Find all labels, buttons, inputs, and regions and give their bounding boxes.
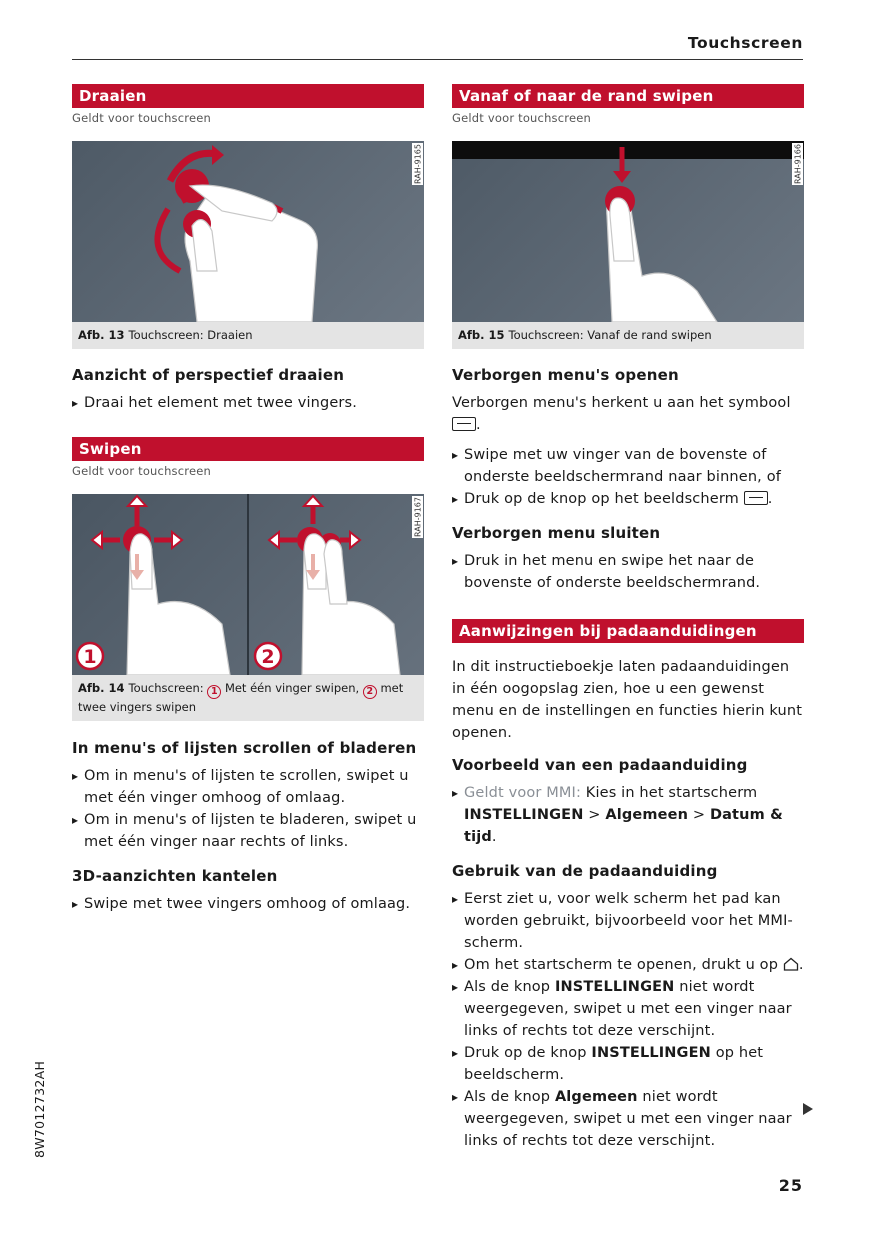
edge-swipe-illustration xyxy=(452,141,804,322)
document-code: 8W7012732AH xyxy=(32,1060,47,1158)
callout-2: 2 xyxy=(363,685,377,699)
list-item: ▸ Om het startscherm te openen, drukt u op . xyxy=(452,954,804,976)
left-column xyxy=(72,84,424,915)
figure-tag: RAH-9166 xyxy=(793,144,802,184)
list-item: ▸ Als de knop INSTELLINGEN niet wordt weergegeven, swipet u met een vinger naar links of rechts tot deze verschijnt. xyxy=(452,976,804,1042)
rotate-gesture-illustration xyxy=(72,141,424,322)
swipe-gesture-illustration xyxy=(72,494,424,675)
applies-note: Geldt voor touchscreen xyxy=(72,464,211,478)
figure-caption: Afb. 14 Touchscreen: 1 Met één vinger swipen, 2 met twee vingers swipen xyxy=(72,675,424,721)
header-rule xyxy=(72,59,803,60)
figure-number-2: 2 xyxy=(261,646,275,668)
figure-swipe xyxy=(72,494,424,675)
figure-tag: RAH-9165 xyxy=(413,144,422,184)
list-item: ▸ Om in menu's of lijsten te scrollen, swipet u met één vinger omhoog of omlaag. xyxy=(72,765,424,809)
list-menu-sluiten xyxy=(452,550,804,594)
symbol-intro: Verborgen menu's herkent u aan het symbool . xyxy=(452,395,791,433)
figure-caption: Afb. 13 Touchscreen: Draaien xyxy=(72,322,424,349)
figure-number-1: 1 xyxy=(83,646,97,668)
list-item: ▸ Swipe met twee vingers omhoog of omlaag. xyxy=(72,893,424,915)
heading-menu-openen: Verborgen menu's openen xyxy=(452,366,679,384)
list-draaien xyxy=(72,392,424,414)
list-item: ▸ Druk op de knop op het beeldscherm . xyxy=(452,488,804,510)
section-bar-rand-swipen: Vanaf of naar de rand swipen xyxy=(452,84,804,108)
page-number: 25 xyxy=(778,1176,803,1195)
home-icon xyxy=(783,957,799,971)
list-scrollen xyxy=(72,765,424,853)
list-gebruik xyxy=(452,888,804,1152)
list-item: ▸ Druk in het menu en swipe het naar de bovenste of onderste beeldschermrand. xyxy=(452,550,804,594)
list-item: ▸ Draai het element met twee vingers. xyxy=(72,392,424,414)
list-item: ▸ Om in menu's of lijsten te bladeren, swipet u met één vinger naar rechts of links. xyxy=(72,809,424,853)
list-kantelen xyxy=(72,893,424,915)
hidden-menu-icon xyxy=(452,417,476,431)
figure-rotate xyxy=(72,141,424,322)
heading-gebruik: Gebruik van de padaanduiding xyxy=(452,862,718,880)
list-item: ▸ Swipe met uw vinger van de bovenste of onderste beeldschermrand naar binnen, of xyxy=(452,444,804,488)
list-voorbeeld xyxy=(452,782,804,848)
figure-tag: RAH-9167 xyxy=(413,497,422,537)
section-bar-draaien: Draaien xyxy=(72,84,424,108)
hidden-menu-icon xyxy=(744,491,768,505)
list-item: ▸ Geldt voor MMI: Kies in het startscherm INSTELLINGEN > Algemeen > Datum & tijd. xyxy=(452,782,804,848)
page-header-title: Touchscreen xyxy=(687,34,803,52)
section-bar-padaanduidingen: Aanwijzingen bij padaanduidingen xyxy=(452,619,804,643)
figure-caption: Afb. 15 Touchscreen: Vanaf de rand swipen xyxy=(452,322,804,349)
heading-kantelen: 3D-aanzichten kantelen xyxy=(72,867,278,885)
list-item: ▸ Eerst ziet u, voor welk scherm het pad kan worden gebruikt, bijvoorbeeld voor het MMI-scherm. xyxy=(452,888,804,954)
right-column xyxy=(452,84,804,1152)
list-menu-openen xyxy=(452,444,804,510)
heading-scrollen: In menu's of lijsten scrollen of bladeren xyxy=(72,739,417,757)
section-bar-swipen: Swipen xyxy=(72,437,424,461)
heading-perspectief: Aanzicht of perspectief draaien xyxy=(72,366,345,384)
heading-voorbeeld: Voorbeeld van een padaanduiding xyxy=(452,756,748,774)
applies-note: Geldt voor touchscreen xyxy=(72,111,211,125)
continue-arrow-icon xyxy=(803,1103,813,1115)
callout-1: 1 xyxy=(207,685,221,699)
heading-menu-sluiten: Verborgen menu sluiten xyxy=(452,524,661,542)
figure-edge-swipe xyxy=(452,141,804,322)
applies-note: Geldt voor touchscreen xyxy=(452,111,591,125)
list-item: ▸ Als de knop Algemeen niet wordt weergegeven, swipet u met een vinger naar links of rechts tot deze verschijnt. xyxy=(452,1086,804,1152)
list-item: ▸ Druk op de knop INSTELLINGEN op het beeldscherm. xyxy=(452,1042,804,1086)
padaanduiding-intro: In dit instructieboekje laten padaanduidingen in één oogopslag zien, hoe u een gewenst menu en de instellingen en functies hierin kunt openen. xyxy=(452,659,803,741)
